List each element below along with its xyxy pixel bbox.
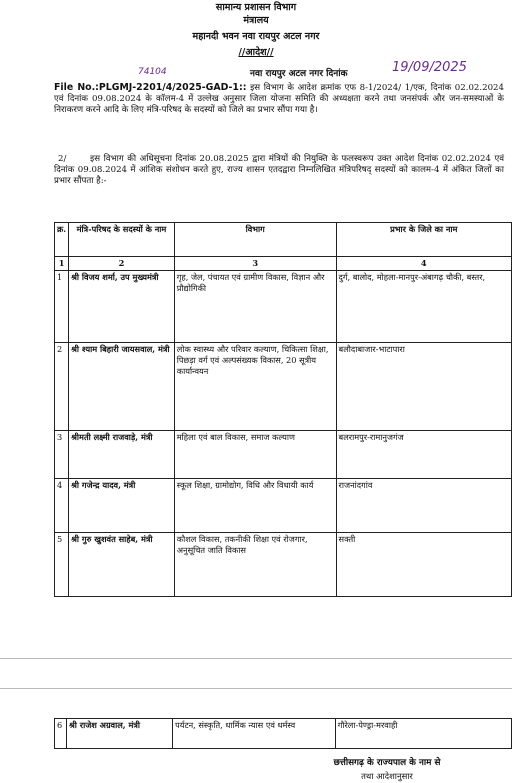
paragraph-2-text: इस विभाग की अधिसूचना दिनांक 20.08.2025 द्वारा मंत्रियों की नियुक्ति के फलस्वरूप उक्त आदेश दिनांक 02.02.2024 एवं दिनांक 09.08.2024 में आंशिक संशोधन करते हुए, राज्य शासन एतदद्वारा निम्नलिखित मंत्रिपरिषद् सदस्यों को कालम-4 में अंकित जिलों का प्रभार सौंपता है:-	[54, 154, 504, 187]
col-number: 2	[69, 257, 175, 271]
handwritten-date: 19/09/2025	[392, 60, 467, 75]
district-cell: बलौदाबाजार-भाटापारा	[336, 343, 511, 431]
ministers-table	[54, 222, 512, 597]
dept-cell: स्कूल शिक्षा, ग्रामोद्योग, विधि और विधायी कार्य	[174, 479, 336, 533]
name-cell: श्री श्याम बिहारी जायसवाल, मंत्री	[69, 343, 175, 431]
name-cell: श्री विजय शर्मा, उप मुख्यमंत्री	[69, 271, 175, 343]
handwritten-number: 74104	[138, 67, 167, 77]
order-label: //आदेश//	[238, 47, 274, 58]
ministers-table-continued	[54, 718, 512, 749]
page-divider	[0, 688, 512, 689]
dept-cell: महिला एवं बाल विकास, समाज कल्याण	[174, 431, 336, 479]
col-number: 1	[55, 257, 69, 271]
header-serial: क्र.	[55, 223, 69, 257]
district-cell: बलरामपुर-रामानुजगंज	[336, 431, 511, 479]
dateline: नवा रायपुर अटल नगर दिनांक	[250, 69, 348, 79]
serial-cell: 6	[55, 719, 67, 749]
dept-cell: गृह, जेल, पंचायत एवं ग्रामीण विकास, विज्ञान और प्रौद्योगिकी	[174, 271, 336, 343]
serial-cell: 3	[55, 431, 69, 479]
table-row	[55, 719, 512, 749]
table-row	[55, 271, 512, 343]
paragraph-1-text: इस विभाग के आदेश क्रमांक एफ 8-1/2024/ 1/एक, दिनांक 02.02.2024 एवं दिनांक 09.08.2024 के कॉलम-4 में उल्लेख अनुसार जिला योजना समिति की अध्यक्षता करने तथा जनसंपर्क और जन-समस्याओं के निराकरण करने आदि के लिए मंत्रि-परिषद के सदस्यों को जिले का प्रभार सौंपा गया है।	[54, 83, 505, 116]
paragraph-2-number: 2/	[58, 154, 67, 164]
page-divider	[0, 658, 512, 659]
header-department: विभाग	[174, 223, 336, 257]
department-name: सामान्य प्रशासन विभाग	[215, 2, 297, 13]
header-member-name: मंत्रि-परिषद के सदस्यों के नाम	[69, 223, 175, 257]
dept-cell: कौशल विकास, तकनीकी शिक्षा एवं रोजगार, अनुसूचित जाति विकास	[174, 533, 336, 597]
header-district: प्रभार के जिले का नाम	[336, 223, 511, 257]
table-header-row	[55, 223, 512, 257]
name-cell: श्री गुरु खुशवंत साहेब, मंत्री	[69, 533, 175, 597]
footer-governor-line: छत्तीसगढ़ के राज्यपाल के नाम से	[333, 758, 441, 768]
ministry-label: मंत्रालय	[243, 15, 269, 26]
col-number: 4	[336, 257, 511, 271]
address-line: महानदी भवन नवा रायपुर अटल नगर	[192, 31, 320, 42]
name-cell: श्री राजेश अग्रवाल, मंत्री	[66, 719, 172, 749]
district-cell: गौरेला-पेण्ड्रा-मरवाही	[335, 719, 511, 749]
serial-cell: 5	[55, 533, 69, 597]
dept-cell: पर्यटन, संस्कृति, धार्मिक न्यास एवं धर्मस्व	[173, 719, 336, 749]
table-row	[55, 431, 512, 479]
serial-cell: 2	[55, 343, 69, 431]
paragraph-1	[54, 82, 504, 117]
file-number: File No.:PLGMJ-2201/4/2025-GAD-1::	[54, 82, 247, 93]
dept-cell: लोक स्वास्थ्य और परिवार कल्याण, चिकित्सा शिक्षा, पिछड़ा वर्ग एवं अल्पसंख्यक विकास, 20 सूत्रीय कार्यान्वयन	[174, 343, 336, 431]
footer-order-line: तथा आदेशानुसार	[361, 771, 413, 781]
district-cell: दुर्ग, बालोद, मोहला-मानपुर-अंबागढ़ चौकी, बस्तर,	[336, 271, 511, 343]
name-cell: श्रीमती लक्ष्मी राजवाड़े, मंत्री	[69, 431, 175, 479]
district-cell: सक्ती	[336, 533, 511, 597]
table-row	[55, 533, 512, 597]
serial-cell: 4	[55, 479, 69, 533]
name-cell: श्री गजेन्द्र यादव, मंत्री	[69, 479, 175, 533]
column-number-row	[55, 257, 512, 271]
district-cell: राजनांदगांव	[336, 479, 511, 533]
table-row	[55, 343, 512, 431]
col-number: 3	[174, 257, 336, 271]
table-row	[55, 479, 512, 533]
serial-cell: 1	[55, 271, 69, 343]
